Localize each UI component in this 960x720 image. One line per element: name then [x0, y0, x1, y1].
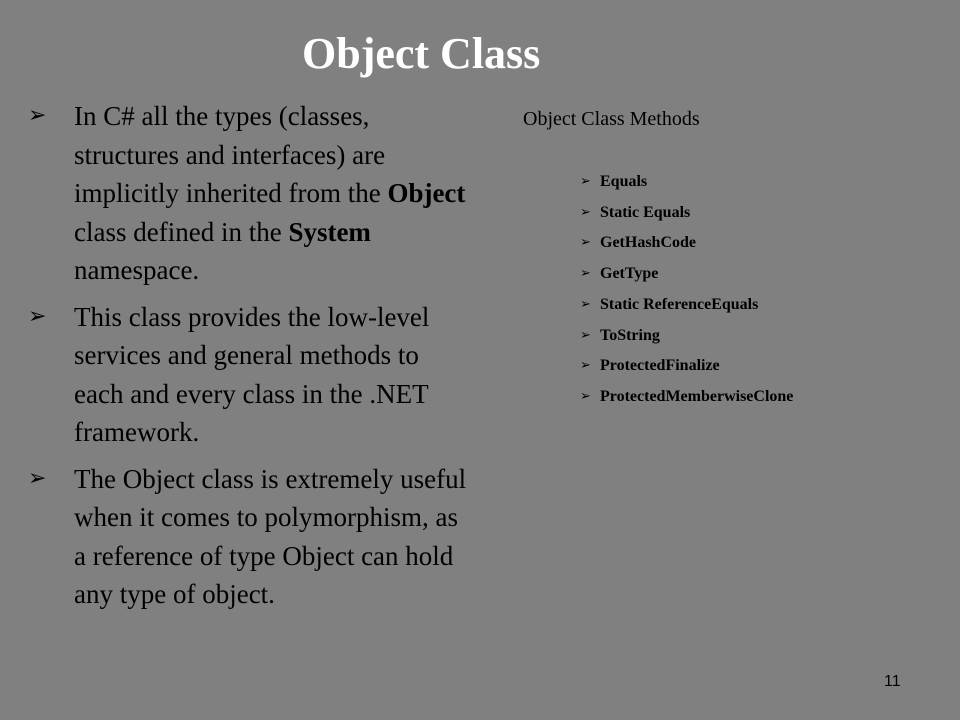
bullet-item	[28, 97, 468, 290]
main-bullet-list	[28, 97, 468, 622]
page-number: 11	[884, 673, 901, 690]
method-item: ➢ Static Equals	[580, 198, 793, 229]
slide-title: Object Class	[302, 29, 541, 78]
arrow-bullet-icon: ➢	[580, 266, 591, 282]
arrow-bullet-icon: ➢	[28, 465, 47, 491]
arrow-bullet-icon: ➢	[580, 327, 591, 343]
bullet-item	[28, 460, 468, 614]
method-item: ➢ GetHashCode	[580, 228, 793, 259]
method-item: ➢ ToString	[580, 321, 793, 352]
arrow-bullet-icon: ➢	[580, 358, 591, 374]
methods-list	[580, 167, 793, 413]
arrow-bullet-icon: ➢	[28, 303, 47, 329]
arrow-bullet-icon: ➢	[580, 174, 591, 189]
methods-heading: Object Class Methods	[523, 108, 700, 130]
bullet-item	[28, 298, 468, 452]
arrow-bullet-icon: ➢	[580, 235, 591, 251]
method-item: ➢ GetType	[580, 259, 793, 290]
method-item: ➢ ProtectedMemberwiseClone	[580, 382, 793, 413]
arrow-bullet-icon: ➢	[580, 388, 591, 404]
bullet-text: The Object class is extremely useful when it comes to polymorphism, as a reference of type Object can hold any type of object.	[74, 463, 467, 609]
bullet-text: This class provides the low-level services and general methods to each and every class in the .NET framework.	[74, 301, 430, 447]
method-item: ➢ ProtectedFinalize	[580, 351, 793, 382]
arrow-bullet-icon: ➢	[580, 296, 591, 312]
arrow-bullet-icon: ➢	[580, 204, 591, 220]
arrow-bullet-icon: ➢	[28, 103, 47, 128]
bullet-text: In C# all the types (classes, structures and interfaces) are implicitly inherited from the Object class defined in the System namespace.	[74, 101, 466, 285]
method-item: ➢ Equals	[580, 167, 793, 198]
method-item: ➢ Static ReferenceEquals	[580, 290, 793, 321]
